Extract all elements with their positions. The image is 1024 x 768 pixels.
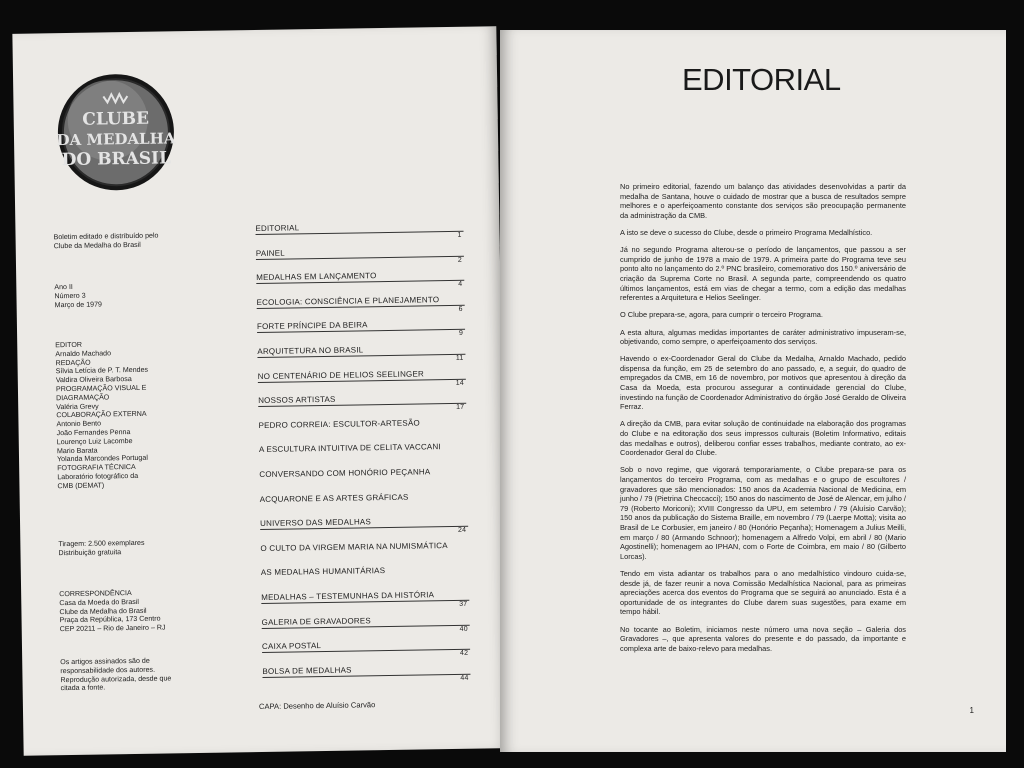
toc-page: 42 [459, 649, 469, 658]
toc-title: PEDRO CORREIA: ESCULTOR-ARTESÃO [258, 418, 420, 430]
toc-page: 6 [458, 305, 463, 313]
toc-title: BOLSA DE MEDALHAS [262, 665, 352, 676]
masthead-line: Clube da Medalha do Brasil [53, 240, 141, 251]
editorial-paragraph: Tendo em vista adiantar os trabalhos para o ano medalhístico vindouro cuida-se, desde já, de fazer reunir a nova Comissão Medalhística Nacional, para as primeiras apreciações acerca dos eventos do Programa que se seguirá ao anunciado. Esta é a oportunidade de os integrantes do Clube darem suas sugestões, para exame em tempo hábil. [620, 568, 906, 617]
masthead-issue [54, 282, 102, 309]
print-line: Tiragem: 2.500 exemplares [58, 538, 145, 549]
toc-entry [256, 268, 464, 289]
contact-line: Clube da Medalha do Brasil [59, 606, 147, 616]
staff-line: REDAÇÃO [55, 358, 91, 367]
toc-title: ARQUITETURA NO BRASIL [257, 345, 364, 357]
staff-line: DIAGRAMAÇÃO [56, 393, 110, 402]
contact-line: Praça da República, 173 Centro [59, 614, 161, 625]
toc-entry [260, 489, 468, 504]
toc-title: NO CENTENÁRIO DE HELIOS SEELINGER [257, 369, 425, 381]
toc-entry [256, 317, 465, 338]
staff-line: Laboratório fotográfico da [57, 471, 139, 482]
toc-title: NOSSOS ARTISTAS [258, 395, 336, 406]
toc-entry [258, 416, 466, 431]
editorial-title: EDITORIAL [682, 62, 841, 97]
toc-entry [258, 391, 466, 412]
print-line: Distribuição gratuita [58, 547, 122, 557]
toc-entry [261, 612, 470, 633]
toc-page: 24 [457, 526, 467, 535]
toc-entry [262, 662, 470, 682]
note-line: citada a fonte. [60, 683, 106, 693]
toc-title: A ESCULTURA INTUITIVA DE CELITA VACCANI [258, 442, 441, 455]
editorial-paragraph: A esta altura, algumas medidas importantes de caráter administrativo impuseram-se, objetivando, como sempre, o aperfeiçoamento dos serviços. [620, 327, 906, 347]
page-number: 1 [969, 706, 974, 715]
toc-entry [261, 563, 469, 578]
toc-page: 9 [458, 330, 464, 338]
toc-page: 40 [459, 625, 468, 633]
toc-entry [255, 219, 463, 239]
staff-line: Sílvia Letícia de P. T. Mendes [55, 366, 149, 376]
toc-title: CONVERSANDO COM HONÓRIO PEÇANHA [259, 467, 431, 480]
clube-da-medalha-logo [55, 71, 177, 193]
staff-line: PROGRAMAÇÃO VISUAL E [55, 383, 147, 394]
staff-line: Valéria Grevy [56, 402, 99, 411]
editorial-paragraph: Já no segundo Programa alterou-se o período de lançamentos, que passou a ser cumprido de junho de 1978 a maio de 1979. A primeira parte do Programa teve seu ponto alto no lançamento do 2.º PNC brasileiro, comemorativo dos 150.º aniversário de criação da Suprema Corte no Brasil. A segunda parte, compreendendo os quatro últimos lançamentos, está em vias de chegar a termo, com a edição das medalhas referentes a Arquitetura e Helios Seelinger. [620, 245, 906, 303]
note-line: responsabilidade dos autores. [60, 665, 156, 675]
table-of-contents [255, 219, 469, 682]
toc-entry [257, 366, 466, 387]
toc-title: O CULTO DA VIRGEM MARIA NA NUMISMÁTICA [260, 540, 448, 553]
toc-page: 17 [456, 403, 465, 412]
issue-line: Março de 1979 [54, 300, 103, 309]
toc-title: MEDALHAS EM LANÇAMENTO [256, 271, 377, 283]
contact-line: CEP 20211 – Rio de Janeiro – RJ [59, 623, 166, 634]
right-page [500, 30, 1006, 752]
toc-entry [260, 539, 468, 554]
editorial-paragraph: No primeiro editorial, fazendo um balanço das atividades desenvolvidas a partir da medalha de Santana, houve o cuidado de mostrar que a busca de resultados sempre melhores e o aperfeiçoamento constante dos serviços são preocupação permanente da administração da CMB. [620, 182, 906, 220]
toc-entry [259, 465, 467, 480]
contact-line: CORRESPONDÊNCIA [59, 589, 132, 599]
toc-title: AS MEDALHAS HUMANITÁRIAS [260, 566, 386, 578]
toc-title: ACQUARONE E AS ARTES GRÁFICAS [259, 492, 409, 504]
toc-title: MEDALHAS – TESTEMUNHAS DA HISTÓRIA [261, 590, 435, 603]
staff-line: Yolanda Marcondes Portugal [56, 454, 148, 464]
toc-page: 4 [458, 280, 463, 289]
toc-title: GALERIA DE GRAVADORES [261, 615, 371, 627]
logo-text-1: CLUBE [82, 108, 150, 130]
toc-title: PAINEL [255, 248, 285, 258]
staff-line: Arnaldo Machado [55, 349, 112, 359]
staff-line: Mario Barata [56, 446, 98, 455]
toc-entry [255, 243, 464, 264]
editorial-paragraph: O Clube prepara-se, agora, para cumprir o terceiro Programa. [620, 310, 823, 320]
contact-line: Casa da Moeda do Brasil [59, 597, 140, 607]
staff-line: Lourenço Luiz Lacombe [56, 436, 133, 446]
staff-line: João Fernandes Penna [56, 428, 131, 438]
editorial-paragraph: No tocante ao Boletim, iniciamos neste número uma nova seção – Galeria dos Gravadores –, que apresenta valores do presente e do passado, da importante e complexa arte de baixo-relevo para medalhas. [620, 624, 906, 653]
note-line: Reprodução autorizada, desde que [60, 674, 172, 684]
toc-title: ECOLOGIA: CONSCIÊNCIA E PLANEJAMENTO [256, 294, 440, 307]
note-line: Os artigos assinados são de [60, 656, 150, 667]
toc-entry [259, 440, 467, 455]
toc-title: FORTE PRÍNCIPE DA BEIRA [256, 320, 368, 332]
toc-title: EDITORIAL [255, 223, 300, 234]
logo-text-2: DA MEDALHA [56, 129, 176, 150]
masthead-staff [55, 340, 150, 491]
staff-line: CMB (DEMAT) [57, 481, 105, 490]
logo-text-3: DO BRASIL [61, 148, 172, 171]
masthead-note [60, 656, 171, 693]
masthead-line: Boletim editado e distribuído pelo [53, 231, 159, 242]
staff-line: COLABORAÇÃO EXTERNA [56, 410, 147, 420]
staff-line: EDITOR [55, 340, 82, 350]
editorial-paragraph: Sob o novo regime, que vigorará temporariamente, o Clube prepara-se para os lançamentos do terceiro Programa, com as medalhas e o grupo de escultores / gravadores que são mencionados: 150 anos da Academia Nacional de Medicina, em junho / 79 (Pietrina Checcacci); 150 anos do nascimento de José de Alencar, em julho / 79 (Roberto Moriconi); XVIII Congresso da UPU, em setembro / 79 (Aluísio Carvão); 150 anos da publicação do Sistema Braille, em novembro / 79 (Laerpe Motta); visita ao Brasil de Le Corbusier, em janeiro / 80 (Honório Peçanha); Homenagem a Julius Meilli, em março / 80 (Armando Schnoor); homenagem a Alfredo Volpi, em abril / 80 (Mario Agostinelli); homenagem ao IPHAN, com o Forte de Coimbra, em maio / 80 (Gilberto Lorcas). [620, 465, 906, 561]
toc-page: 11 [455, 354, 464, 362]
editorial-paragraph: A isto se deve o sucesso do Clube, desde o primeiro Programa Medalhístico. [620, 227, 873, 237]
toc-page: 37 [459, 600, 468, 608]
toc-title: UNIVERSO DAS MEDALHAS [260, 517, 372, 529]
left-page [12, 26, 507, 756]
toc-page: 2 [457, 256, 463, 264]
masthead-contact [59, 589, 166, 635]
toc-entry [256, 293, 465, 313]
toc-entry [260, 514, 468, 535]
editorial-paragraph: Havendo o ex-Coordenador Geral do Clube da Medalha, Arnaldo Machado, pedido dispensa da função, em 25 de setembro do ano passado, e, a seguir, do quadro de empregados da CMB, em 16 de novembro, por motivos que apresentou à direção da Casa da Moeda, esta procurou assegurar a continuidade gerencial do Clube, investindo na função de Coordenador Administrativo do órgão José Geraldo de Oliveira Ferraz. [620, 354, 906, 412]
cover-credit: CAPA: Desenho de Aluísio Carvão [258, 700, 376, 712]
masthead-intro [53, 232, 158, 251]
issue-line: Número 3 [54, 291, 86, 301]
toc-entry [257, 342, 465, 362]
toc-entry [261, 588, 469, 608]
toc-title: CAIXA POSTAL [261, 641, 322, 652]
editorial-body [620, 182, 906, 661]
staff-line: Antonio Bento [56, 419, 102, 429]
toc-entry [261, 637, 470, 658]
toc-page: 14 [455, 379, 464, 387]
issue-line: Ano II [54, 282, 73, 292]
staff-line: Valdira Oliveira Barbosa [55, 375, 132, 385]
toc-page: 44 [460, 674, 469, 682]
toc-page: 1 [457, 231, 462, 239]
staff-line: FOTOGRAFIA TÉCNICA [57, 463, 136, 473]
editorial-paragraph: A direção da CMB, para evitar solução de continuidade na elaboração dos programas do Clube e na editoração dos seus impressos culturais (Boletim Informativo, editais das medalhas e outros), deliberou confiar esses trabalhos, mediante contrato, ao ex-Coordenador Geral do Clube. [620, 419, 906, 458]
masthead-print [58, 539, 144, 558]
